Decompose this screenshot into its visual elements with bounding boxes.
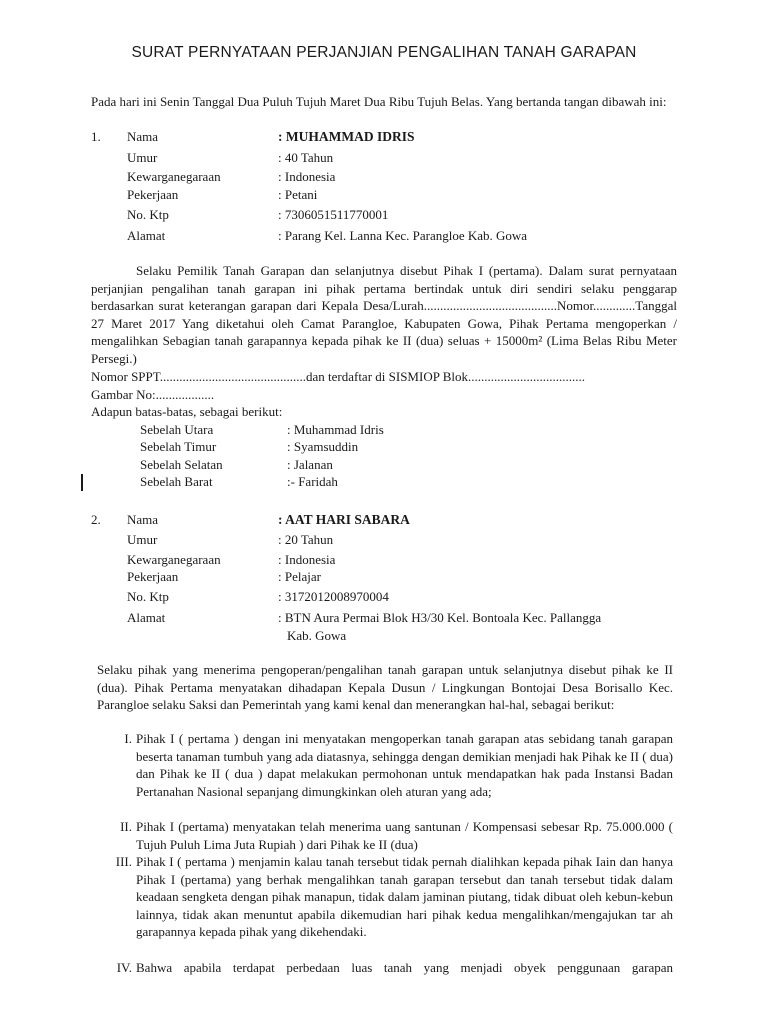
pihak2-pekerjaan-row: [0, 568, 768, 586]
kewarganegaraan-label: Kewarganegaraan: [127, 169, 221, 184]
kewarganegaraan-label: Kewarganegaraan: [127, 552, 221, 567]
pihak2-number: 2.: [91, 512, 101, 527]
pihak1-umur-value: : 40 Tahun: [278, 150, 334, 165]
batas-label: Sebelah Barat: [140, 474, 213, 489]
batas-intro: Adapun batas-batas, sebagai berikut:: [91, 404, 283, 419]
ktp-label: No. Ktp: [127, 207, 169, 222]
umur-label: Umur: [127, 150, 158, 165]
pihak2-nama-row: [0, 511, 768, 529]
pihak1-kewarganegaraan-row: [0, 168, 768, 186]
list-item-number: IV.: [116, 960, 132, 975]
pemilik-paragraph: Selaku Pemilik Tanah Garapan dan selanjutnya disebut Pihak I (pertama). Dalam surat pernyataan perjanjian pengalihan tanah garapan ini pihak pertama bertindak untuk diri sendiri selaku penggarap berdasarkan surat keterangan garapan dari Kepala Desa/Lurah.........................................Nomor.............Tanggal 27 Maret 2017 Yang diketahui oleh Camat Parangloe, Kabupaten Gowa, Pihak Pertama mengoperkan / mengalihkan Sebagian tanah garapannya kepada pihak ke II (dua) seluas + 15000m² (Lima Belas Ribu Meter Persegi.): [91, 263, 677, 366]
pihak2-kewarganegaraan-row: [0, 551, 768, 569]
pihak1-nama-value: : MUHAMMAD IDRIS: [278, 129, 415, 144]
batas-label: Sebelah Utara: [140, 422, 214, 437]
pihak2-umur-row: [0, 531, 768, 549]
nama-label: Nama: [127, 129, 159, 144]
list-item-text: Pihak I ( pertama ) menjamin kalau tanah tersebut tidak pernah dialihkan kepada pihak Iain dan hanya Pihak I (pertama) yang berhak mengalihkan tanah garapan tersebut dan tanah tersebut tidak dalam keadaan sengketa dengan pihak manapun, tidak dalam jaminan piutang, tidak dibuat oleh kebun-kebun lainnya, tidak akan menuntut apabila dikemudian hari pihak kedua mengalihkan/mengajukan tar ah garapannya kepada pihak yang dikehendaki.: [136, 854, 673, 940]
list-item-text: Pihak I (pertama) menyatakan telah menerima uang santunan / Kompensasi sebesar Rp. 75.000.000 ( Tujuh Puluh Lima Juta Rupiah ) dari Pihak ke II (dua): [136, 819, 673, 852]
pihak1-pekerjaan-row: [0, 186, 768, 204]
pihak2-pekerjaan-value: : Pelajar: [278, 569, 321, 584]
pihak1-umur-row: [0, 149, 768, 167]
penerima-paragraph: Selaku pihak yang menerima pengoperan/pengalihan tanah garapan untuk selanjutnya disebut pihak ke II (dua). Pihak Pertama menyatakan dihadapan Kepala Dusun / Lingkungan Bontojai Desa Borisallo Kec. Parangloe selaku Saksi dan Pemerintah yang kami kenal dan menerangkan hal-hal, sebagai berikut:: [97, 662, 673, 713]
batas-row: [0, 456, 768, 474]
pihak1-ktp-row: [0, 206, 768, 224]
pihak2-umur-value: : 20 Tahun: [278, 532, 334, 547]
intro-paragraph: Pada hari ini Senin Tanggal Dua Puluh Tujuh Maret Dua Ribu Tujuh Belas. Yang bertanda tangan dibawah ini:: [91, 94, 667, 109]
pihak1-alamat-value: : Parang Kel. Lanna Kec. Parangloe Kab. Gowa: [278, 228, 528, 243]
ktp-label: No. Ktp: [127, 589, 169, 604]
pihak1-nama-row: [0, 128, 768, 146]
umur-label: Umur: [127, 532, 158, 547]
pihak1-ktp-value: : 7306051511770001: [278, 207, 389, 222]
pihak2-ktp-value: : 3172012008970004: [278, 589, 389, 604]
list-item-number: II.: [120, 819, 132, 834]
pihak1-number: 1.: [91, 129, 101, 144]
pihak2-alamat-value: [278, 609, 678, 645]
pihak2-kewarganegaraan-value: : Indonesia: [278, 552, 336, 567]
list-item-text: Pihak I ( pertama ) dengan ini menyatakan mengoperkan tanah garapan atas sebidang tanah garapan beserta tanaman tumbuh yang ada diatasnya, sehingga dengan demikian menjadi hak Pihak ke II ( dua) dan Pihak ke II ( dua ) dapat melakukan permohonan untuk mendapatkan hak pada Instansi Badan Pertanahan Nasional sepanjang dimungkinkan oleh aturan yang ada;: [136, 731, 673, 799]
text-cursor[interactable]: [81, 474, 83, 491]
batas-value: : Jalanan: [287, 457, 333, 472]
pekerjaan-label: Pekerjaan: [127, 569, 179, 584]
pihak2-alamat-line2: Kab. Gowa: [287, 628, 347, 643]
list-item-text: Bahwa apabila terdapat perbedaan luas tanah yang menjadi obyek penggunaan garapan: [136, 960, 673, 975]
batas-row: [0, 473, 768, 491]
alamat-label: Alamat: [127, 610, 166, 625]
gambar-line: Gambar No:..................: [91, 387, 215, 402]
pekerjaan-label: Pekerjaan: [127, 187, 179, 202]
list-item-number: III.: [115, 854, 132, 869]
alamat-label: Alamat: [127, 228, 166, 243]
pihak2-alamat-line1: : BTN Aura Permai Blok H3/30 Kel. Bontoala Kec. Pallangga: [278, 610, 602, 625]
pihak1-pekerjaan-value: : Petani: [278, 187, 318, 202]
nama-label: Nama: [127, 512, 159, 527]
pihak2-nama-value: : AAT HARI SABARA: [278, 512, 410, 527]
batas-value: : Syamsuddin: [287, 439, 359, 454]
list-item-number: I.: [124, 731, 132, 746]
batas-row: [0, 421, 768, 439]
pihak1-alamat-row: [0, 227, 768, 245]
pihak2-ktp-row: [0, 588, 768, 606]
batas-value: : Muhammad Idris: [287, 422, 384, 437]
batas-row: [0, 438, 768, 456]
batas-label: Sebelah Timur: [140, 439, 217, 454]
document-title: SURAT PERNYATAAN PERJANJIAN PENGALIHAN TANAH GARAPAN: [131, 44, 637, 61]
batas-label: Sebelah Selatan: [140, 457, 223, 472]
pihak2-alamat-row: [0, 609, 768, 643]
sppt-line: Nomor SPPT.............................................dan terdaftar di SISMIOP Blok....................................: [91, 369, 585, 384]
pihak1-kewarganegaraan-value: : Indonesia: [278, 169, 336, 184]
batas-value: :- Faridah: [287, 474, 338, 489]
